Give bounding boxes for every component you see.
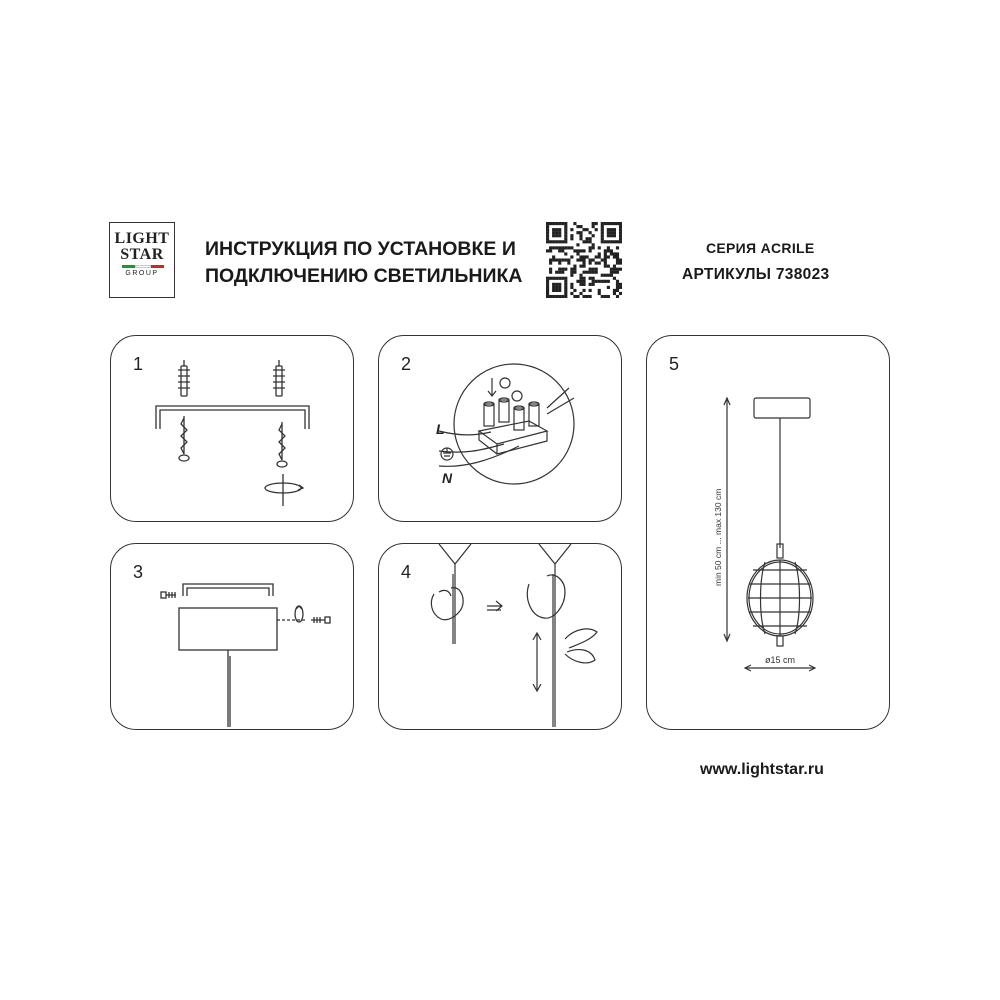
step-1-panel [110,335,354,522]
wall-plug-icon [178,360,190,396]
hand-icon [431,588,463,620]
step-3-illustration [111,544,355,731]
step-3-panel [110,543,354,730]
logo-line-1: LIGHT [114,230,170,247]
canopy-base [179,608,277,650]
step-2-number: 2 [401,354,412,374]
live-wire-label: L [436,421,445,437]
ceiling-canopy [754,398,810,418]
logo-line-3: GROUP [125,270,159,277]
flag-stripe-red [151,265,164,268]
website-link[interactable]: www.lightstar.ru [700,761,824,778]
mounting-bracket-icon [156,406,309,429]
diameter-label: ø15 cm [764,655,796,665]
hand-icon [527,575,565,618]
down-arrow-icon [488,378,496,396]
height-dimension [724,398,730,641]
screw-icon [179,416,189,461]
step-2-panel [378,335,622,522]
up-down-arrow-icon [533,633,541,691]
logo-flag [122,265,164,268]
screw-icon [161,592,176,598]
step-4-illustration [379,544,623,731]
globe-shade-icon [747,544,813,646]
step-5-illustration [647,336,891,731]
mounting-bracket-icon [183,584,273,596]
step-3-number: 3 [133,562,144,582]
title-line-1: ИНСТРУКЦИЯ ПО УСТАНОВКЕ И [205,238,516,260]
document-title [205,236,522,290]
qr-code-icon [546,222,622,298]
title-line-2: ПОДКЛЮЧЕНИЮ СВЕТИЛЬНИКА [205,265,523,287]
rotate-arrow-icon [265,474,303,506]
step-5-number: 5 [669,354,680,374]
brand-logo [109,222,175,298]
terminal-block-icon [479,398,547,454]
diameter-dimension [745,665,815,671]
neutral-wire-label: N [442,470,453,486]
flag-stripe-green [122,265,135,268]
height-range-label: min 50 cm ... max 130 cm [713,488,723,586]
series-label: СЕРИЯ ACRILE [706,240,815,256]
step-2-illustration [379,336,623,523]
flag-stripe-white [135,265,150,268]
logo-line-2: STAR [120,246,164,263]
step-1-number: 1 [133,354,144,374]
article-number: АРТИКУЛЫ 738023 [682,266,830,283]
step-5-panel [646,335,890,730]
step-4-number: 4 [401,562,412,582]
right-arrow-icon [487,601,502,611]
step-4-panel [378,543,622,730]
step-1-illustration [111,336,355,523]
